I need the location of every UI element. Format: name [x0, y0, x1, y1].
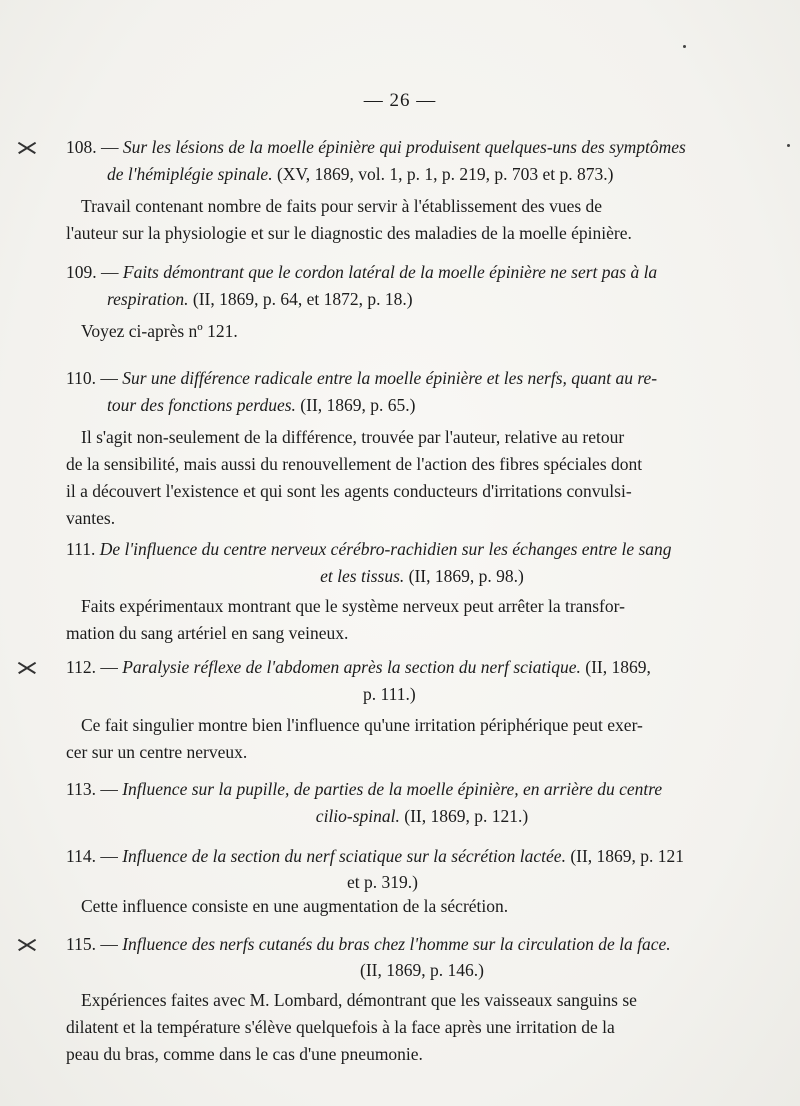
entry-114-line-1	[66, 843, 736, 870]
entry-115-line-1	[66, 931, 736, 958]
entry-reference: (II, 1869, p. 146.)	[360, 960, 484, 980]
entry-reference-cont: p. 111.)	[363, 684, 416, 704]
entry-number: 112. —	[66, 657, 118, 677]
entry-number: 113. —	[66, 779, 118, 799]
entry-title: Faits démontrant que le cordon latéral de la moelle épinière ne sert pas à la	[122, 262, 658, 282]
entry-110-line-1	[66, 365, 736, 392]
margin-cross-mark	[16, 934, 38, 956]
entry-number: 110. —	[66, 368, 118, 388]
margin-cross-mark	[16, 657, 38, 679]
entry-title-cont: et les tissus.	[320, 566, 405, 586]
entry-110-line-2	[107, 392, 737, 419]
entry-title: Paralysie réflexe de l'abdomen après la section du nerf sciatique.	[122, 657, 581, 677]
speck	[787, 144, 790, 147]
entry-reference: (II, 1869, p. 98.)	[408, 566, 524, 586]
entry-111-line-2	[107, 563, 737, 590]
entry-111-paragraph: Faits expérimentaux montrant que le système nerveux peut arrêter la transfor- mation du sang artériel en sang veineux.	[66, 596, 625, 643]
entry-title: Sur une différence radicale entre la moelle épinière et les nerfs, quant au re-	[122, 368, 658, 388]
entry-109-line-1	[66, 259, 736, 286]
entry-title-cont: respiration.	[107, 289, 189, 309]
entry-114-paragraph: Cette influence consiste en une augmentation de la sécrétion.	[81, 896, 509, 916]
speck	[683, 45, 686, 48]
entry-number: 114. —	[66, 846, 118, 866]
entry-113-line-1	[66, 776, 736, 803]
entry-109-line-2	[107, 286, 737, 313]
entry-112-line-1	[66, 654, 736, 681]
entry-112-line-2	[107, 681, 737, 708]
entry-reference: (II, 1869,	[585, 657, 651, 677]
entry-111-line-1	[66, 536, 736, 563]
entry-109-paragraph: Voyez ci-après nº 121.	[81, 321, 238, 341]
entry-reference: (II, 1869, p. 65.)	[300, 395, 416, 415]
entry-title: Influence sur la pupille, de parties de la moelle épinière, en arrière du centre	[122, 779, 663, 799]
entry-title: De l'influence du centre nerveux cérébro-rachidien sur les échanges entre le sang	[99, 539, 672, 559]
entry-110-paragraph: Il s'agit non-seulement de la différence, trouvée par l'auteur, relative au retour de la sensibilité, mais aussi du renouvellement de l'action des fibres spéciales dont il a découvert l'existence et qui sont les agents conducteurs d'irritations convulsi- vantes.	[66, 427, 643, 528]
entry-title-cont: tour des fonctions perdues.	[107, 395, 296, 415]
page-number: — 26 —	[363, 90, 437, 111]
entry-number: 108. —	[66, 137, 119, 157]
entry-reference: (XV, 1869, vol. 1, p. 1, p. 219, p. 703 et p. 873.)	[276, 164, 614, 184]
entry-title-cont: cilio-spinal.	[315, 806, 400, 826]
entry-108-paragraph: Travail contenant nombre de faits pour servir à l'établissement des vues de l'auteur sur la physiologie et sur le diagnostic des maladies de la moelle épinière.	[66, 196, 632, 243]
entry-title-cont: de l'hémiplégie spinale.	[107, 164, 273, 184]
entry-115-line-2	[107, 957, 737, 984]
entry-115-paragraph: Expériences faites avec M. Lombard, démontrant que les vaisseaux sanguins se dilatent et la température s'élève quelquefois à la face après une irritation de la peau du bras, comme dans le cas d'une pneumonie.	[66, 990, 637, 1064]
entry-reference: (II, 1869, p. 121.)	[404, 806, 529, 826]
entry-reference-cont: et p. 319.)	[347, 872, 418, 892]
entry-title: Influence de la section du nerf sciatique sur la sécrétion lactée.	[122, 846, 566, 866]
margin-cross-mark	[16, 137, 38, 159]
entry-reference: (II, 1869, p. 64, et 1872, p. 18.)	[192, 289, 413, 309]
entry-number: 109. —	[66, 262, 119, 282]
entry-114-line-2	[107, 869, 737, 896]
entry-number: 115. —	[66, 934, 118, 954]
entry-title: Influence des nerfs cutanés du bras chez l'homme sur la circulation de la face.	[122, 934, 671, 954]
entry-number: 111.	[66, 539, 96, 559]
entry-title: Sur les lésions de la moelle épinière qui produisent quelques-uns des symptômes	[122, 137, 686, 157]
entry-113-line-2	[107, 803, 737, 830]
entry-108-line-2	[107, 161, 737, 188]
entry-108-line-1	[66, 134, 736, 161]
entry-reference: (II, 1869, p. 121	[570, 846, 685, 866]
entry-112-paragraph: Ce fait singulier montre bien l'influence qu'une irritation périphérique peut exer- cer sur un centre nerveux.	[66, 715, 643, 762]
